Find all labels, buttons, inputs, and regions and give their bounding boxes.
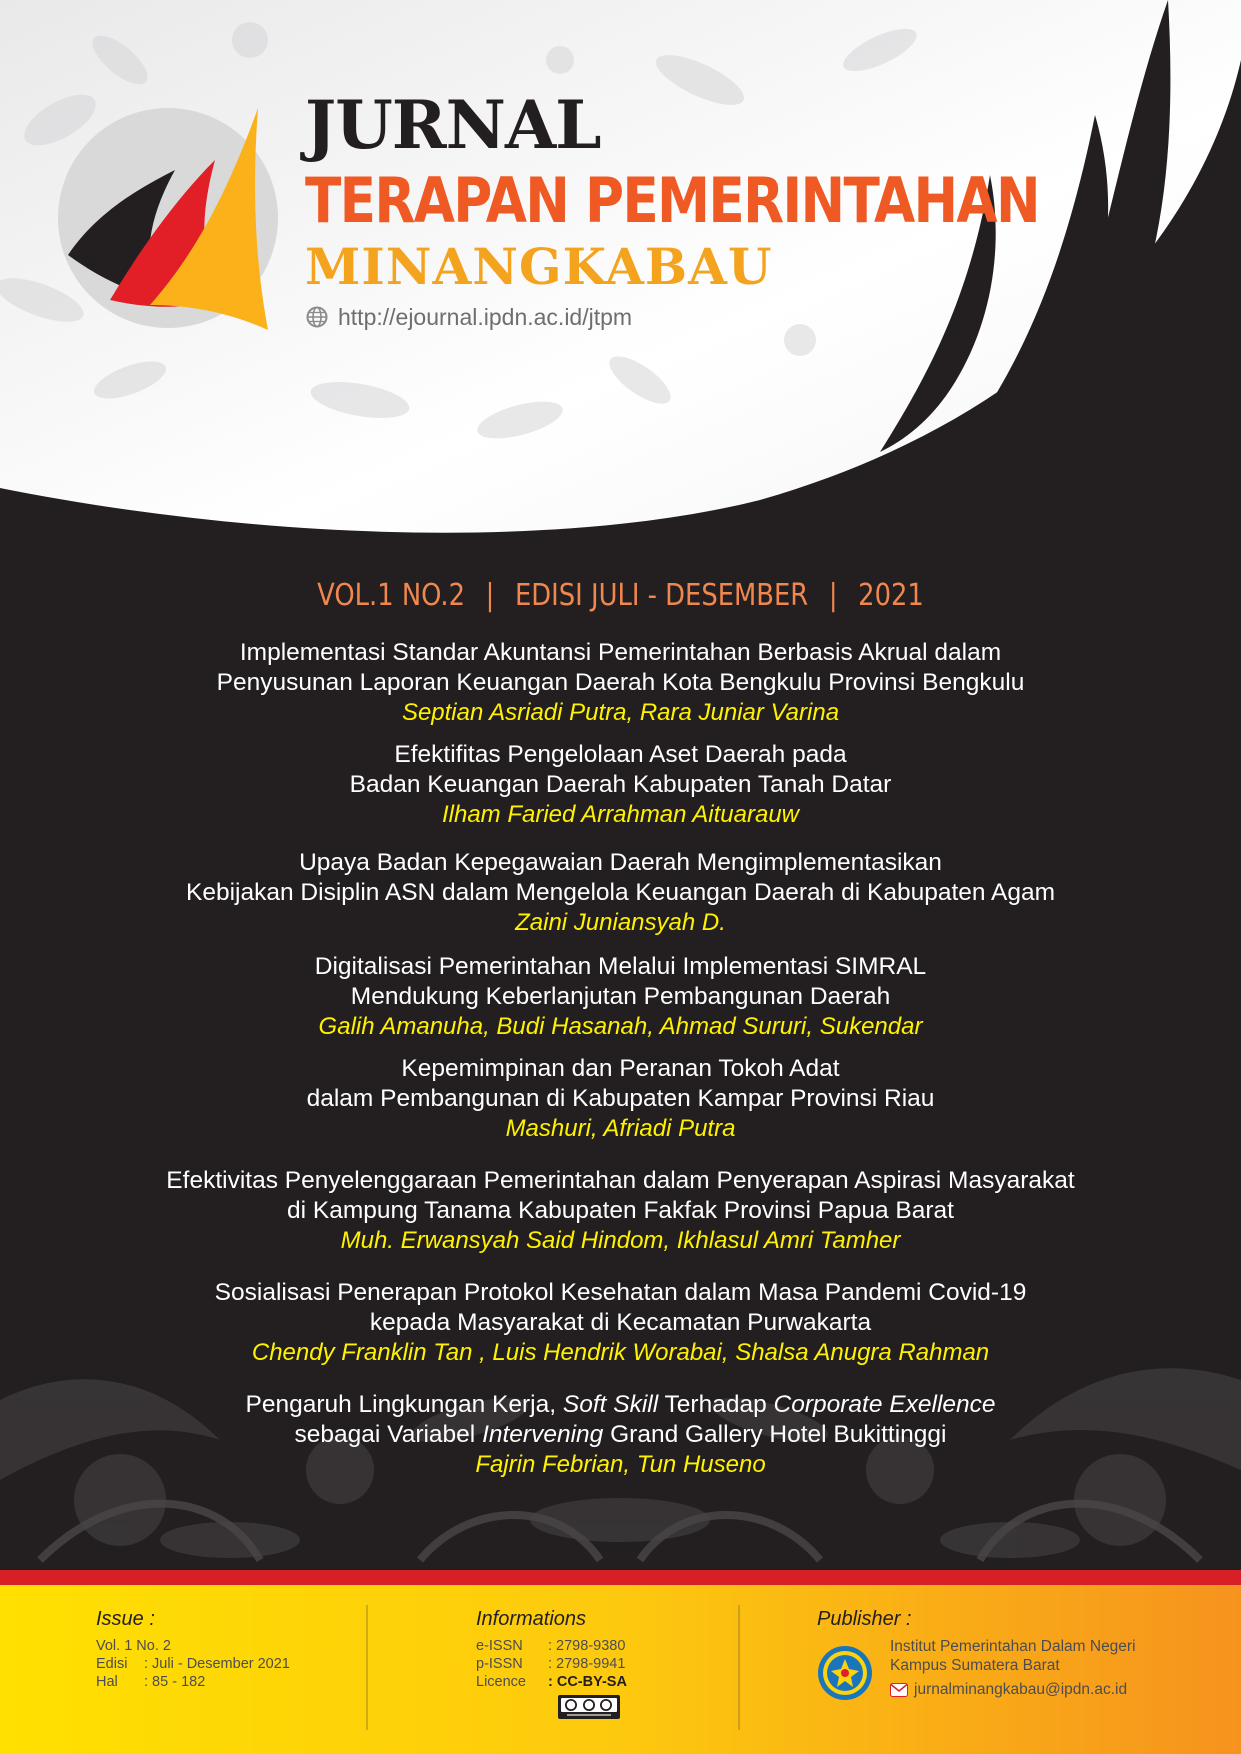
article-title-line: Mendukung Keberlanjutan Pembangunan Daerah — [350, 983, 891, 1010]
volume-bar — [87, 578, 1154, 614]
mail-icon — [890, 1683, 908, 1697]
eissn-label: e-ISSN — [476, 1638, 523, 1654]
article-authors: Septian Asriadi Putra, Rara Juniar Varina — [401, 699, 840, 726]
issue-volume: Vol. 1 No. 2 — [96, 1638, 171, 1654]
publisher-email[interactable] — [890, 1679, 1136, 1701]
article-title-line: Kebijakan Disiplin ASN dalam Mengelola Keuangan Daerah di Kabupaten Agam — [186, 879, 1055, 906]
edition-label: Edisi — [96, 1656, 128, 1672]
volume-separator-2: | — [828, 578, 838, 613]
edition-value: : Juli - Desember 2021 — [144, 1656, 290, 1672]
article-entry[interactable] — [60, 848, 1181, 938]
publisher-heading: Publisher : — [817, 1608, 912, 1630]
footer-divider — [366, 1605, 368, 1730]
publisher-email-text: jurnalminangkabau@ipdn.ac.id — [914, 1681, 1128, 1698]
volume-edition: EDISI JULI - DESEMBER — [515, 578, 809, 613]
journal-url[interactable] — [306, 303, 632, 331]
pissn — [476, 1655, 627, 1673]
volume-separator-1: | — [485, 578, 495, 613]
publisher-name-line1: Institut Pemerintahan Dalam Negeri — [890, 1638, 1136, 1655]
article-title-line: Penyusunan Laporan Keuangan Daerah Kota Bengkulu Provinsi Bengkulu — [216, 669, 1025, 696]
article-entry[interactable] — [60, 740, 1181, 830]
article-authors: Zaini Juniansyah D. — [515, 909, 726, 936]
footer-red-stripe — [0, 1570, 1241, 1585]
journal-title-line1: JURNAL — [305, 86, 601, 164]
volume-year: 2021 — [858, 578, 924, 613]
pages-label: Hal — [96, 1674, 118, 1690]
journal-url-text: http://ejournal.ipdn.ac.id/jtpm — [338, 304, 633, 330]
article-title-line — [60, 1420, 1181, 1450]
title-segment-italic: Soft Skill — [562, 1391, 659, 1418]
article-title-line — [60, 1390, 1181, 1420]
eissn-value: : 2798-9380 — [548, 1638, 626, 1654]
article-title-line: Digitalisasi Pemerintahan Melalui Implementasi SIMRAL — [314, 953, 927, 980]
ipdn-seal-icon — [817, 1645, 873, 1701]
issue-edition — [96, 1655, 290, 1673]
journal-title-line3: MINANGKABAU — [305, 237, 773, 296]
footer-publisher — [817, 1607, 1197, 1747]
publisher-name-line2: Kampus Sumatera Barat — [890, 1657, 1060, 1674]
article-title-line: Implementasi Standar Akuntansi Pemerintahan Berbasis Akrual dalam — [239, 639, 1002, 666]
title-segment: Terhadap — [658, 1391, 774, 1418]
licence-value: : CC-BY-SA — [548, 1674, 627, 1690]
journal-title-line2: TERAPAN PEMERINTAHAN — [305, 164, 1039, 237]
globe-icon — [306, 306, 328, 328]
title-segment: Grand Gallery Hotel Bukittinggi — [603, 1421, 947, 1448]
pissn-label: p-ISSN — [476, 1656, 523, 1672]
title-segment-italic: Corporate Exellence — [773, 1391, 996, 1418]
article-authors: Mashuri, Afriadi Putra — [505, 1115, 736, 1142]
licence — [476, 1673, 627, 1691]
article-entry[interactable] — [60, 1166, 1181, 1256]
title-segment: sebagai Variabel — [294, 1421, 483, 1448]
cc-by-sa-badge-icon — [558, 1695, 620, 1719]
article-title-line: Kepemimpinan dan Peranan Tokoh Adat — [401, 1055, 840, 1082]
publisher-details — [890, 1637, 1136, 1701]
informations-heading: Informations — [476, 1608, 587, 1630]
issue-pages — [96, 1673, 290, 1691]
pages-value: : 85 - 182 — [144, 1674, 206, 1690]
article-title-line: Upaya Badan Kepegawaian Daerah Mengimplementasikan — [299, 849, 942, 876]
article-authors: Muh. Erwansyah Said Hindom, Ikhlasul Amri Tamher — [340, 1227, 901, 1254]
footer-issue — [96, 1607, 290, 1691]
article-title-line: Badan Keuangan Daerah Kabupaten Tanah Datar — [349, 771, 892, 798]
article-title-line: kepada Masyarakat di Kecamatan Purwakarta — [369, 1309, 872, 1336]
article-entry[interactable] — [60, 952, 1181, 1042]
footer-divider — [738, 1605, 740, 1730]
table-of-contents — [60, 638, 1181, 1480]
article-authors: Chendy Franklin Tan , Luis Hendrik Worabai, Shalsa Anugra Rahman — [251, 1339, 990, 1366]
footer-informations — [476, 1607, 627, 1724]
eissn — [476, 1637, 627, 1655]
issue-heading: Issue : — [96, 1608, 155, 1630]
article-title-line: Efektifitas Pengelolaan Aset Daerah pada — [394, 741, 847, 768]
article-authors: Galih Amanuha, Budi Hasanah, Ahmad Sururi, Sukendar — [318, 1013, 923, 1040]
volume-number: VOL.1 NO.2 — [317, 578, 466, 613]
article-authors: Ilham Faried Arrahman Aituarauw — [441, 801, 800, 828]
article-title-line: Efektivitas Penyelenggaraan Pemerintahan dalam Penyerapan Aspirasi Masyarakat — [166, 1167, 1075, 1194]
article-title-line: Sosialisasi Penerapan Protokol Kesehatan dalam Masa Pandemi Covid-19 — [214, 1279, 1027, 1306]
article-title-line: dalam Pembangunan di Kabupaten Kampar Provinsi Riau — [306, 1085, 935, 1112]
licence-label: Licence — [476, 1674, 526, 1690]
article-entry[interactable] — [60, 1390, 1181, 1480]
title-segment-italic: Intervening — [482, 1421, 604, 1448]
masthead — [0, 0, 1241, 560]
article-entry[interactable] — [60, 1054, 1181, 1144]
article-title-line: di Kampung Tanama Kabupaten Fakfak Provinsi Papua Barat — [287, 1197, 954, 1224]
pissn-value: : 2798-9941 — [548, 1656, 626, 1672]
article-authors: Fajrin Febrian, Tun Huseno — [475, 1451, 766, 1478]
article-entry[interactable] — [60, 1278, 1181, 1368]
article-entry[interactable] — [60, 638, 1181, 728]
title-segment: Pengaruh Lingkungan Kerja, — [245, 1391, 563, 1418]
footer — [0, 1585, 1241, 1754]
